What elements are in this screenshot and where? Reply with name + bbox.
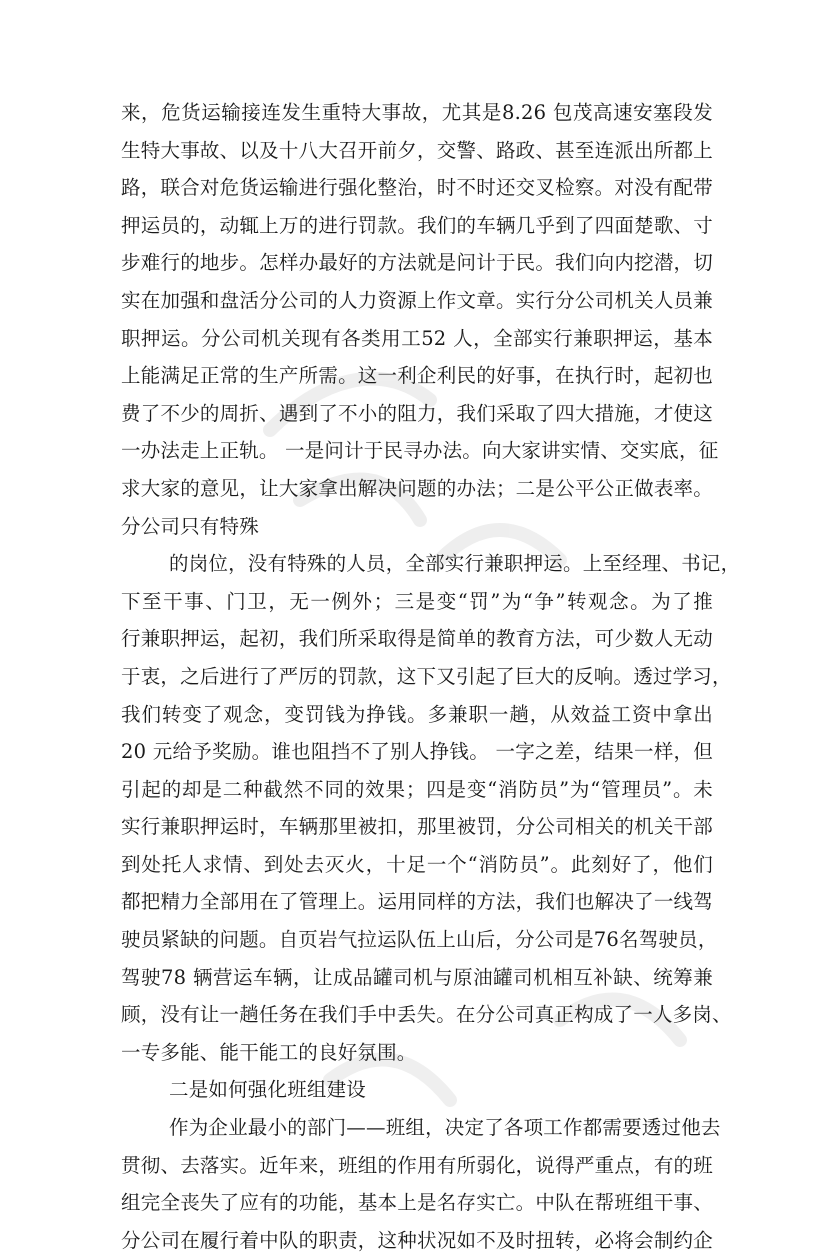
text-line: 驶员紧缺的问题。自页岩气拉运队伍上山后，分公司是76名驾驶员， (121, 928, 718, 952)
text-line: 作为企业最小的部门——班组，决定了各项工作都需要透过他去 (169, 1116, 721, 1140)
text-line: 到处托人求情、到处去灭火，十足一个“消防员”。此刻好了，他们 (121, 852, 713, 876)
text-line: 都把精力全部用在了管理上。运用同样的方法，我们也解决了一线驾 (121, 890, 713, 914)
text-line: 组完全丧失了应有的功能，基本上是名存实亡。中队在帮班组干事、 (121, 1191, 713, 1215)
text-line: 的岗位，没有特殊的人员，全部实行兼职押运。上至经理、书记， (169, 552, 741, 576)
text-line: 分公司只有特殊 (121, 514, 259, 538)
text-line: 路，联合对危货运输进行强化整治，时不时还交叉检察。对没有配带 (121, 176, 713, 200)
text-line: 一专多能、能干能工的良好氛围。 (121, 1040, 417, 1064)
text-line: 步难行的地步。怎样办最好的方法就是问计于民。我们向内挖潜，切 (121, 251, 713, 275)
text-line: 上能满足正常的生产所需。这一利企利民的好事，在执行时，起初也 (121, 364, 713, 388)
text-line: 费了不少的周折、遇到了不小的阻力，我们采取了四大措施，才使这 (121, 401, 713, 425)
text-line: 来，危货运输接连发生重特大事故，尤其是8.26 包茂高速安塞段发 (121, 101, 713, 124)
text-line: 行兼职押运，起初，我们所采取得是简单的教育方法，可少数人无动 (121, 627, 713, 651)
text-line: 贯彻、去落实。近年来，班组的作用有所弱化，说得严重点，有的班 (121, 1153, 713, 1177)
text-line: 于衷，之后进行了严厉的罚款，这下又引起了巨大的反响。透过学习， (121, 664, 732, 688)
text-line: 二是如何强化班组建设 (169, 1078, 367, 1102)
text-line: 驾驶78 辆营运车辆，让成品罐司机与原油罐司机相互补缺、统筹兼 (121, 965, 713, 989)
text-line: 实在加强和盘活分公司的人力资源上作文章。实行分公司机关人员兼 (121, 288, 713, 312)
text-line: 分公司在履行着中队的职责，这种状况如不及时扭转，必将会制约企 (121, 1228, 713, 1252)
text-line: 顾，没有让一趟任务在我们手中丢失。在分公司真正构成了一人多岗、 (121, 1003, 732, 1027)
text-line: 求大家的意见，让大家拿出解决问题的办法；二是公平公正做表率。 (121, 476, 713, 500)
text-line: 押运员的，动辄上万的进行罚款。我们的车辆几乎到了四面楚歌、寸 (121, 213, 713, 237)
text-line: 一办法走上正轨。 一是问计于民寻办法。向大家讲实情、交实底，征 (121, 439, 719, 463)
text-line: 我们转变了观念，变罚钱为挣钱。多兼职一趟，从效益工资中拿出 (121, 702, 713, 726)
text-line: 职押运。分公司机关现有各类用工52 人，全部实行兼职押运，基本 (121, 326, 713, 350)
text-line: 引起的却是二种截然不同的效果；四是变“消防员”为“管理员”。未 (121, 777, 713, 801)
document-body (121, 94, 741, 1259)
text-line: 实行兼职押运时，车辆那里被扣，那里被罚，分公司相关的机关干部 (121, 815, 713, 839)
text-line: 下至干事、门卫，无一例外；三是变“罚”为“争”转观念。为了推 (121, 589, 713, 613)
text-line: 20 元给予奖励。谁也阻挡不了别人挣钱。 一字之差，结果一样，但 (121, 740, 713, 764)
text-line: 生特大事故、以及十八大召开前夕，交警、路政、甚至连派出所都上 (121, 138, 713, 162)
